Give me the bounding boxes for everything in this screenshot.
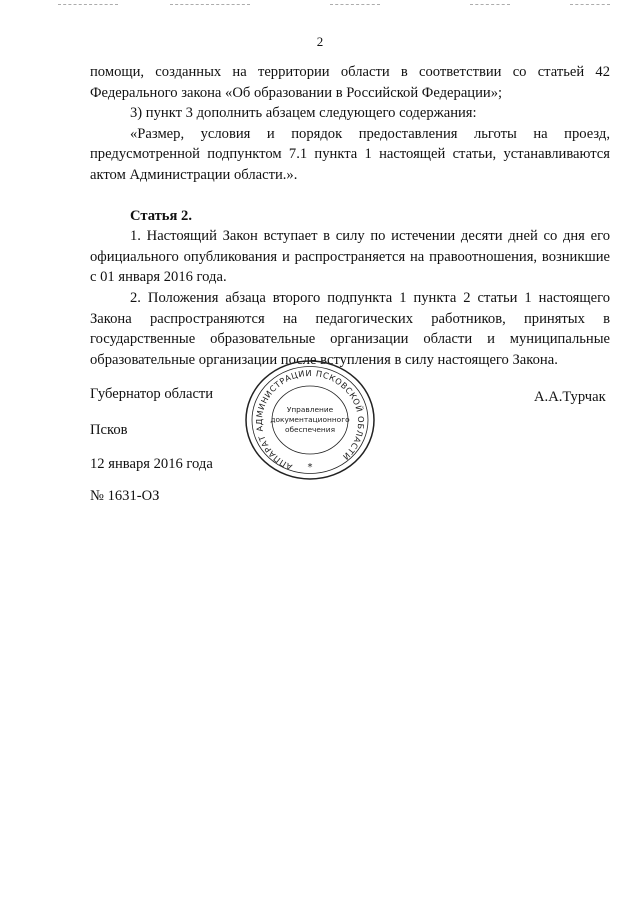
scan-artifact [330,4,380,6]
paragraph: помощи, созданных на территории области в соответствии со статьей 42 Федерального закона «Об образовании в Российской Федерации»; [90,64,610,101]
signing-date: 12 января 2016 года [90,456,213,472]
stamp-ring-text: АППАРАТ АДМИНИСТРАЦИИ ПСКОВСКОЙ ОБЛАСТИ [254,367,367,473]
paragraph: «Размер, условия и порядок предоставления льготы на проезд, предусмотренной подпунктом 7.1 пункта 1 настоящей статьи, устанавливаются актом Администрации области.». [90,125,610,183]
article-title: Статья 2. [130,207,192,224]
stamp-line: обеспечения [284,425,336,434]
stamp-line: документационного [270,415,350,424]
stamp-line: Управление [286,405,334,414]
scan-artifact [58,4,118,6]
paragraph: 3) пункт 3 дополнить абзацем следующего содержания: [130,105,477,122]
scan-artifact [170,4,250,6]
document-body [90,62,610,370]
scan-artifact [570,4,610,6]
paragraph: 1. Настоящий Закон вступает в силу по истечении десяти дней со дня его официального опубликования и распространяется на правоотношения, возникшие с 01 января 2016 года. [90,228,610,286]
law-number: № 1631-ОЗ [90,488,160,504]
page-number: 2 [316,34,324,49]
official-stamp [242,358,378,482]
signatory-position: Губернатор области [90,386,214,402]
paragraph: 2. Положения абзаца второго подпункта 1 пункта 2 статьи 1 настоящего Закона распространяются на педагогических работников, принятых в государственные образовательные организации области и муниципальные образовательные организации после вступления в силу настоящего Закона. [90,289,610,368]
scan-artifact [470,4,510,6]
stamp-star-icon: * [307,462,313,473]
signatory-name: А.А.Турчак [534,389,606,405]
signing-city: Псков [90,422,128,438]
